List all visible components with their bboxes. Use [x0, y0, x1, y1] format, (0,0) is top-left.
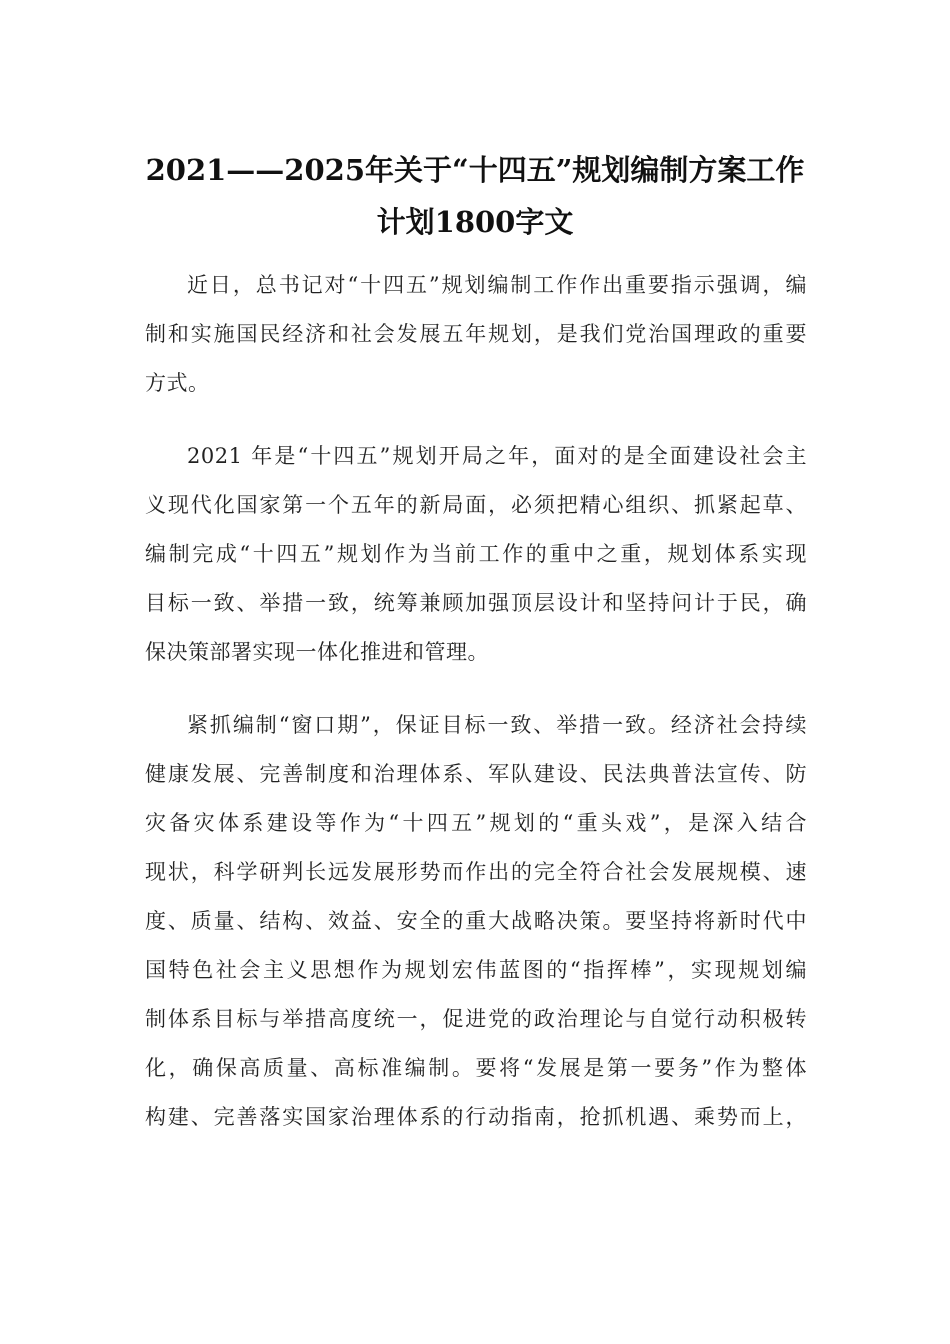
paragraph-3 [145, 701, 807, 1142]
paragraph-line: 制体系目标与举措高度统一，促进党的政治理论与自觉行动积极转 [145, 1007, 807, 1031]
paragraph-line: 化，确保高质量、高标准编制。要将“发展是第一要务”作为整体 [145, 1056, 807, 1080]
paragraph-line: 灾备灾体系建设等作为“十四五”规划的“重头戏”，是深入结合 [145, 811, 807, 835]
paragraph-line: 紧抓编制“窗口期”，保证目标一致、举措一致。经济社会持续 [187, 713, 807, 737]
paragraph-2 [145, 432, 807, 677]
paragraph-line: 健康发展、完善制度和治理体系、军队建设、民法典普法宣传、防 [145, 762, 807, 786]
document-title-line-1: 2021——2025年关于“十四五”规划编制方案工作 [145, 153, 805, 187]
paragraph-line: 度、质量、结构、效益、安全的重大战略决策。要坚持将新时代中 [145, 909, 807, 933]
paragraph-line: 制和实施国民经济和社会发展五年规划，是我们党治国理政的重要 [145, 322, 807, 346]
paragraph-line: 义现代化国家第一个五年的新局面，必须把精心组织、抓紧起草、 [145, 493, 807, 517]
paragraph-line: 近日，总书记对“十四五”规划编制工作作出重要指示强调，编 [187, 273, 807, 297]
paragraph-line: 目标一致、举措一致，统筹兼顾加强顶层设计和坚持问计于民，确 [145, 591, 807, 615]
paragraph-line: 现状，科学研判长远发展形势而作出的完全符合社会发展规模、速 [145, 860, 807, 884]
paragraph-line: 保决策部署实现一体化推进和管理。 [145, 640, 489, 664]
paragraph-1 [145, 261, 807, 408]
document-title-line-2: 计划1800字文 [376, 205, 574, 239]
paragraph-line: 国特色社会主义思想作为规划宏伟蓝图的“指挥棒”，实现规划编 [145, 958, 807, 982]
paragraph-line: 2021 年是“十四五”规划开局之年，面对的是全面建设社会主 [187, 444, 807, 468]
paragraph-line: 编制完成“十四五”规划作为当前工作的重中之重，规划体系实现 [145, 542, 807, 566]
paragraph-line: 构建、完善落实国家治理体系的行动指南，抢抓机遇、乘势而上， [145, 1105, 807, 1129]
paragraph-line: 方式。 [145, 371, 210, 395]
